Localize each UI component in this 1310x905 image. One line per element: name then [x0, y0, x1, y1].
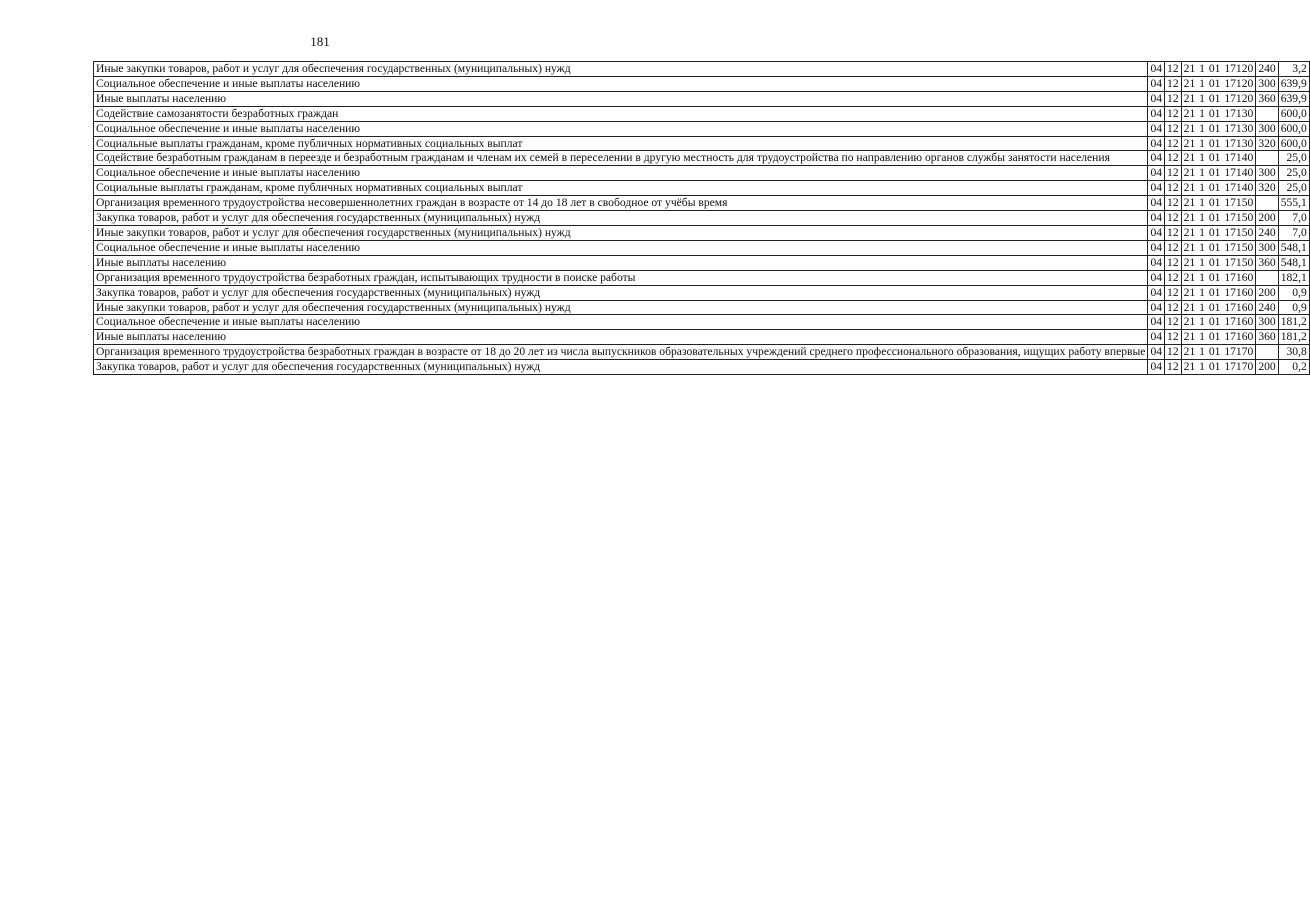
table-row	[94, 136, 1310, 151]
expense-name-cell: Социальное обеспечение и иные выплаты населению	[94, 240, 1148, 255]
target-article-cell: 21 1 01 17160	[1181, 330, 1256, 345]
target-article-cell: 21 1 01 17150	[1181, 240, 1256, 255]
expense-name-cell: Иные выплаты населению	[94, 91, 1148, 106]
table-row	[94, 315, 1310, 330]
expense-name-cell: Иные закупки товаров, работ и услуг для обеспечения государственных (муниципальных) нужд	[94, 225, 1148, 240]
target-article-cell: 21 1 01 17150	[1181, 211, 1256, 226]
section-code-cell: 04	[1148, 196, 1165, 211]
subsection-code-cell: 12	[1165, 225, 1182, 240]
subsection-code-cell: 12	[1165, 121, 1182, 136]
section-code-cell: 04	[1148, 166, 1165, 181]
target-article-cell: 21 1 01 17150	[1181, 225, 1256, 240]
section-code-cell: 04	[1148, 360, 1165, 375]
table-row	[94, 106, 1310, 121]
section-code-cell: 04	[1148, 285, 1165, 300]
target-article-cell: 21 1 01 17160	[1181, 300, 1256, 315]
expense-name-cell: Иные закупки товаров, работ и услуг для обеспечения государственных (муниципальных) нужд	[94, 300, 1148, 315]
expense-name-cell: Закупка товаров, работ и услуг для обеспечения государственных (муниципальных) нужд	[94, 285, 1148, 300]
table-row	[94, 211, 1310, 226]
expense-type-cell: 360	[1256, 330, 1278, 345]
subsection-code-cell: 12	[1165, 315, 1182, 330]
section-code-cell: 04	[1148, 315, 1165, 330]
expense-type-cell: 300	[1256, 76, 1278, 91]
target-article-cell: 21 1 01 17160	[1181, 270, 1256, 285]
amount-cell: 0,9	[1278, 285, 1309, 300]
target-article-cell: 21 1 01 17150	[1181, 255, 1256, 270]
amount-cell: 181,2	[1278, 330, 1309, 345]
amount-cell: 0,2	[1278, 360, 1309, 375]
amount-cell: 639,9	[1278, 76, 1309, 91]
expense-type-cell	[1256, 345, 1278, 360]
table-row	[94, 285, 1310, 300]
subsection-code-cell: 12	[1165, 330, 1182, 345]
amount-cell: 7,0	[1278, 225, 1309, 240]
table-row	[94, 181, 1310, 196]
expense-type-cell: 300	[1256, 166, 1278, 181]
amount-cell: 0,9	[1278, 300, 1309, 315]
subsection-code-cell: 12	[1165, 285, 1182, 300]
expense-name-cell: Закупка товаров, работ и услуг для обеспечения государственных (муниципальных) нужд	[94, 360, 1148, 375]
expense-name-cell: Социальное обеспечение и иные выплаты населению	[94, 121, 1148, 136]
expense-type-cell: 320	[1256, 136, 1278, 151]
expense-type-cell: 360	[1256, 91, 1278, 106]
expense-name-cell: Содействие безработным гражданам в переезде и безработным гражданам и членам их семей в переселении в другую местность для трудоустройства по направлению органов службы занятости населения	[94, 151, 1148, 166]
table-row	[94, 91, 1310, 106]
expense-type-cell	[1256, 151, 1278, 166]
target-article-cell: 21 1 01 17140	[1181, 166, 1256, 181]
subsection-code-cell: 12	[1165, 151, 1182, 166]
section-code-cell: 04	[1148, 255, 1165, 270]
expense-type-cell	[1256, 270, 1278, 285]
amount-cell: 600,0	[1278, 136, 1309, 151]
target-article-cell: 21 1 01 17130	[1181, 121, 1256, 136]
section-code-cell: 04	[1148, 151, 1165, 166]
target-article-cell: 21 1 01 17160	[1181, 315, 1256, 330]
target-article-cell: 21 1 01 17120	[1181, 62, 1256, 77]
target-article-cell: 21 1 01 17130	[1181, 136, 1256, 151]
table-row	[94, 300, 1310, 315]
expense-type-cell: 240	[1256, 300, 1278, 315]
section-code-cell: 04	[1148, 345, 1165, 360]
subsection-code-cell: 12	[1165, 240, 1182, 255]
page-number: 181	[310, 34, 330, 49]
amount-cell: 25,0	[1278, 166, 1309, 181]
budget-table	[93, 61, 1310, 375]
amount-cell: 555,1	[1278, 196, 1309, 211]
subsection-code-cell: 12	[1165, 136, 1182, 151]
expense-type-cell: 320	[1256, 181, 1278, 196]
section-code-cell: 04	[1148, 270, 1165, 285]
table-row	[94, 330, 1310, 345]
expense-name-cell: Социальное обеспечение и иные выплаты населению	[94, 315, 1148, 330]
expense-type-cell: 200	[1256, 285, 1278, 300]
table-row	[94, 270, 1310, 285]
expense-type-cell: 200	[1256, 211, 1278, 226]
table-row	[94, 151, 1310, 166]
amount-cell: 7,0	[1278, 211, 1309, 226]
section-code-cell: 04	[1148, 91, 1165, 106]
section-code-cell: 04	[1148, 106, 1165, 121]
table-row	[94, 345, 1310, 360]
expense-name-cell: Иные закупки товаров, работ и услуг для обеспечения государственных (муниципальных) нужд	[94, 62, 1148, 77]
expense-type-cell: 300	[1256, 121, 1278, 136]
expense-type-cell	[1256, 196, 1278, 211]
amount-cell: 25,0	[1278, 181, 1309, 196]
amount-cell: 3,2	[1278, 62, 1309, 77]
section-code-cell: 04	[1148, 62, 1165, 77]
section-code-cell: 04	[1148, 136, 1165, 151]
expense-type-cell: 300	[1256, 240, 1278, 255]
expense-name-cell: Содействие самозанятости безработных граждан	[94, 106, 1148, 121]
section-code-cell: 04	[1148, 76, 1165, 91]
expense-name-cell: Социальное обеспечение и иные выплаты населению	[94, 166, 1148, 181]
subsection-code-cell: 12	[1165, 270, 1182, 285]
target-article-cell: 21 1 01 17170	[1181, 345, 1256, 360]
section-code-cell: 04	[1148, 181, 1165, 196]
amount-cell: 182,1	[1278, 270, 1309, 285]
expense-name-cell: Закупка товаров, работ и услуг для обеспечения государственных (муниципальных) нужд	[94, 211, 1148, 226]
subsection-code-cell: 12	[1165, 300, 1182, 315]
table-row	[94, 255, 1310, 270]
subsection-code-cell: 12	[1165, 360, 1182, 375]
amount-cell: 548,1	[1278, 255, 1309, 270]
subsection-code-cell: 12	[1165, 106, 1182, 121]
expense-name-cell: Социальные выплаты гражданам, кроме публичных нормативных социальных выплат	[94, 136, 1148, 151]
target-article-cell: 21 1 01 17120	[1181, 91, 1256, 106]
target-article-cell: 21 1 01 17140	[1181, 181, 1256, 196]
target-article-cell: 21 1 01 17170	[1181, 360, 1256, 375]
section-code-cell: 04	[1148, 330, 1165, 345]
amount-cell: 639,9	[1278, 91, 1309, 106]
section-code-cell: 04	[1148, 240, 1165, 255]
amount-cell: 600,0	[1278, 106, 1309, 121]
expense-type-cell: 360	[1256, 255, 1278, 270]
table-row	[94, 225, 1310, 240]
amount-cell: 600,0	[1278, 121, 1309, 136]
target-article-cell: 21 1 01 17160	[1181, 285, 1256, 300]
table-row	[94, 76, 1310, 91]
table-row	[94, 62, 1310, 77]
target-article-cell: 21 1 01 17150	[1181, 196, 1256, 211]
subsection-code-cell: 12	[1165, 345, 1182, 360]
target-article-cell: 21 1 01 17130	[1181, 106, 1256, 121]
amount-cell: 25,0	[1278, 151, 1309, 166]
target-article-cell: 21 1 01 17120	[1181, 76, 1256, 91]
subsection-code-cell: 12	[1165, 62, 1182, 77]
target-article-cell: 21 1 01 17140	[1181, 151, 1256, 166]
amount-cell: 30,8	[1278, 345, 1309, 360]
section-code-cell: 04	[1148, 121, 1165, 136]
expense-type-cell: 200	[1256, 360, 1278, 375]
subsection-code-cell: 12	[1165, 166, 1182, 181]
amount-cell: 548,1	[1278, 240, 1309, 255]
table-row	[94, 360, 1310, 375]
subsection-code-cell: 12	[1165, 211, 1182, 226]
expense-name-cell: Иные выплаты населению	[94, 330, 1148, 345]
section-code-cell: 04	[1148, 211, 1165, 226]
subsection-code-cell: 12	[1165, 255, 1182, 270]
budget-table-body	[94, 62, 1310, 375]
expense-name-cell: Организация временного трудоустройства безработных граждан в возрасте от 18 до 20 лет из числа выпускников образовательных учреждений среднего профессионального образования, ищущих работу впервые	[94, 345, 1148, 360]
expense-name-cell: Организация временного трудоустройства несовершеннолетних граждан в возрасте от 14 до 18 лет в свободное от учёбы время	[94, 196, 1148, 211]
expense-type-cell: 240	[1256, 62, 1278, 77]
subsection-code-cell: 12	[1165, 91, 1182, 106]
expense-type-cell	[1256, 106, 1278, 121]
amount-cell: 181,2	[1278, 315, 1309, 330]
expense-name-cell: Социальное обеспечение и иные выплаты населению	[94, 76, 1148, 91]
subsection-code-cell: 12	[1165, 181, 1182, 196]
subsection-code-cell: 12	[1165, 76, 1182, 91]
expense-name-cell: Иные выплаты населению	[94, 255, 1148, 270]
table-row	[94, 240, 1310, 255]
expense-type-cell: 240	[1256, 225, 1278, 240]
table-row	[94, 196, 1310, 211]
section-code-cell: 04	[1148, 225, 1165, 240]
table-row	[94, 121, 1310, 136]
section-code-cell: 04	[1148, 300, 1165, 315]
subsection-code-cell: 12	[1165, 196, 1182, 211]
table-row	[94, 166, 1310, 181]
expense-name-cell: Организация временного трудоустройства безработных граждан, испытывающих трудности в поиске работы	[94, 270, 1148, 285]
expense-name-cell: Социальные выплаты гражданам, кроме публичных нормативных социальных выплат	[94, 181, 1148, 196]
expense-type-cell: 300	[1256, 315, 1278, 330]
